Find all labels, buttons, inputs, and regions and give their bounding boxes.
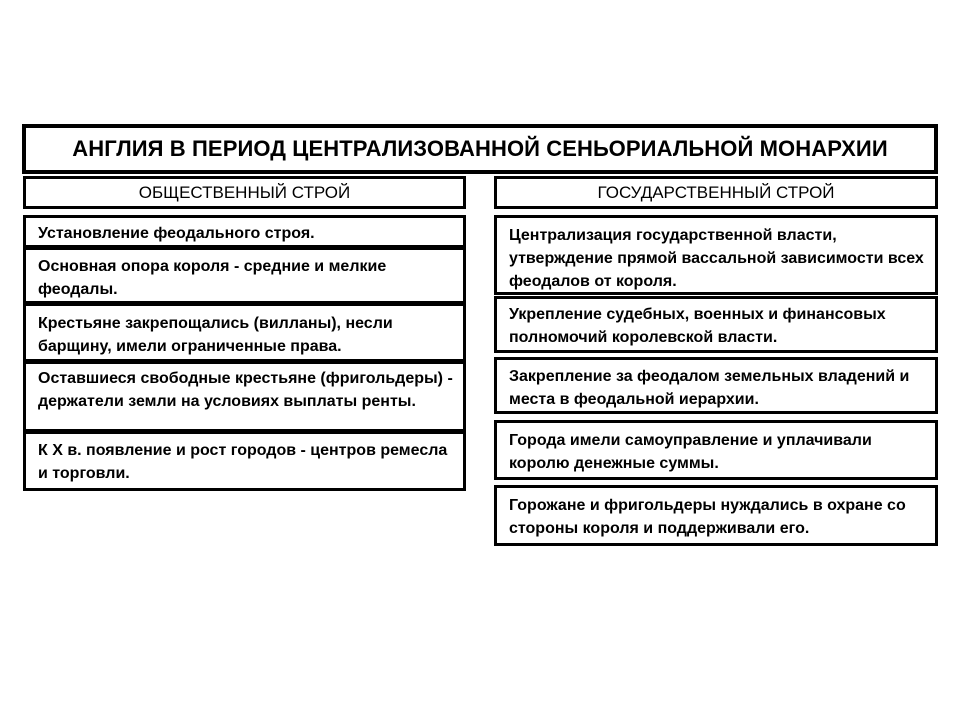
state-item-2: Укрепление судебных, военных и финансовых полномочий королевской власти. (494, 296, 938, 353)
social-item-4: Оставшиеся свободные крестьяне (фригольдеры) - держатели земли на условиях выплаты ренты. (23, 361, 466, 432)
social-structure-header: ОБЩЕСТВЕННЫЙ СТРОЙ (23, 176, 466, 209)
social-item-5: К X в. появление и рост городов - центров ремесла и торговли. (23, 431, 466, 491)
social-item-2: Основная опора короля - средние и мелкие феодалы. (23, 247, 466, 304)
state-structure-header: ГОСУДАРСТВЕННЫЙ СТРОЙ (494, 176, 938, 209)
title-text: АНГЛИЯ В ПЕРИОД ЦЕНТРАЛИЗОВАННОЙ СЕНЬОРИАЛЬНОЙ МОНАРХИИ (26, 128, 934, 170)
state-item-3: Закрепление за феодалом земельных владений и места в феодальной иерархии. (494, 357, 938, 414)
state-item-5: Горожане и фригольдеры нуждались в охране со стороны короля и поддерживали его. (494, 485, 938, 546)
social-item-1: Установление феодального строя. (23, 215, 466, 248)
state-item-1: Централизация государственной власти, утверждение прямой вассальной зависимости всех феодалов от короля. (494, 215, 938, 295)
social-item-3: Крестьяне закрепощались (вилланы), несли барщину, имели ограниченные права. (23, 303, 466, 362)
diagram-title (22, 124, 938, 174)
state-item-4: Города имели самоуправление и уплачивали королю денежные суммы. (494, 420, 938, 480)
